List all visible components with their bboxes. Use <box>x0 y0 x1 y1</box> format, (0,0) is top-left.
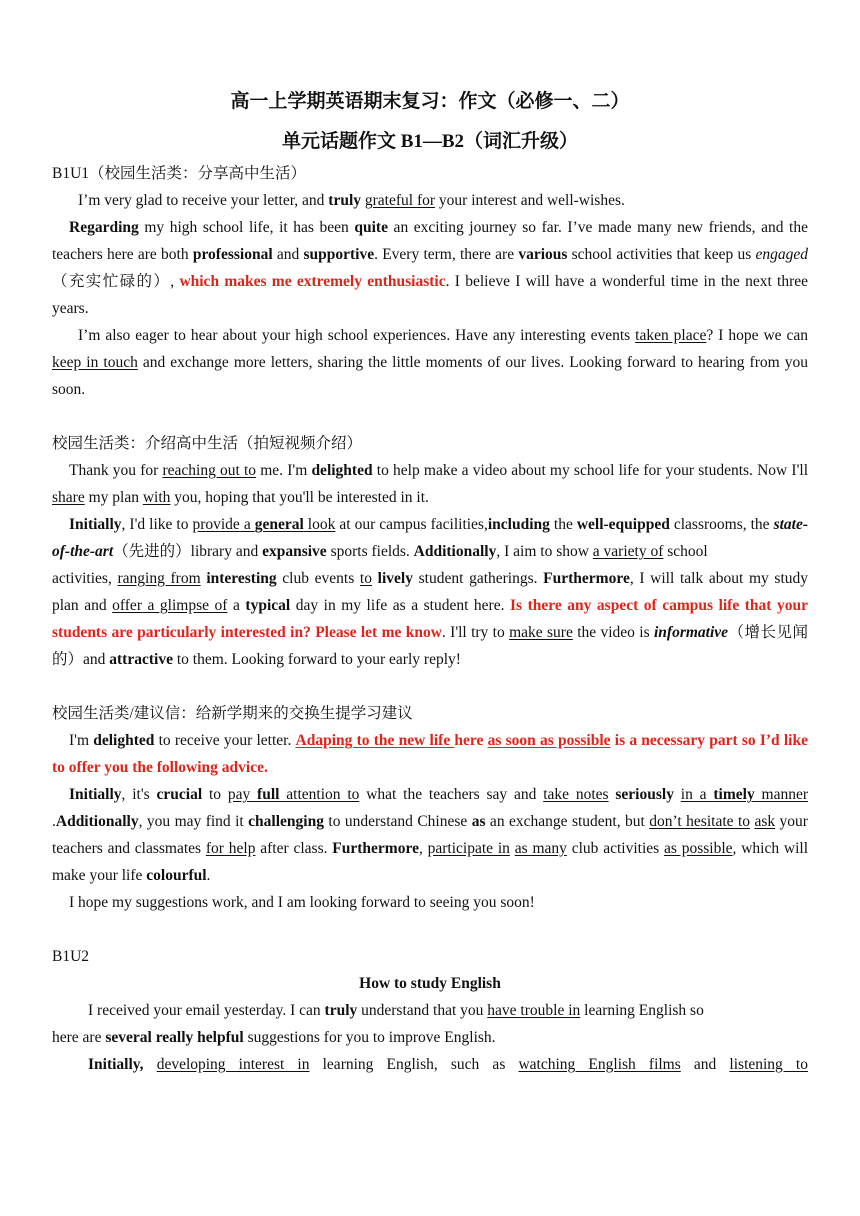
section-heading: B1U1（校园生活类：分享高中生活） <box>52 165 307 182</box>
paragraph: Initially, I'd like to provide a general look at our campus facilities,including the well-equipped classrooms, the state-of-the-art（先进的）library and expansive sports fields. Additionally, I aim to show a variety of school <box>52 516 808 560</box>
paragraph: I received your email yesterday. I can truly understand that you have trouble in learning English so <box>88 1002 704 1019</box>
paragraph: I hope my suggestions work, and I am looking forward to seeing you soon! <box>69 894 535 911</box>
section-heading: 校园生活类：介绍高中生活（拍短视频介绍） <box>52 435 363 452</box>
essay-title: How to study English <box>359 975 501 992</box>
paragraph: here are several really helpful suggestions for you to improve English. <box>52 1029 496 1046</box>
highlight-text: which makes me extremely enthusiastic <box>179 273 446 290</box>
paragraph: Thank you for reaching out to me. I'm delighted to help make a video about my school life for your students. Now I'll share my plan with you, hoping that you'll be interested in it. <box>52 462 808 506</box>
paragraph: Initially, developing interest in learning English, such as watching English films and listening to <box>88 1056 808 1073</box>
section-heading: B1U2 <box>52 948 90 965</box>
paragraph: Initially, it's crucial to pay full attention to what the teachers say and take notes seriously in a timely manner .Additionally, you may find it challenging to understand Chinese as an exchange student, but don’t hesitate to ask your teachers and classmates for help after class. Furthermore, participate in as many club activities as possible, which will make your life colourful. <box>52 786 809 884</box>
document-page <box>52 88 808 1078</box>
paragraph: I’m also eager to hear about your high school experiences. Have any interesting events taken place? I hope we can keep in touch and exchange more letters, sharing the little moments of our lives. Looking forward to hearing from you soon. <box>52 327 808 398</box>
page-subtitle: 单元话题作文 B1—B2（词汇升级） <box>281 131 579 152</box>
paragraph: I’m very glad to receive your letter, and truly grateful for your interest and well-wishes. <box>78 192 625 209</box>
page-title: 高一上学期英语期末复习：作文（必修一、二） <box>230 91 630 112</box>
section-heading: 校园生活类/建议信：给新学期来的交换生提学习建议 <box>52 705 413 722</box>
highlight-text: Is there any aspect of campus life that your students are particularly interested in? Please let me know <box>52 597 808 641</box>
paragraph: Regarding my high school life, it has been quite an exciting journey so far. I’ve made many new friends, and the teachers here are both professional and supportive. Every term, there are various school activities that keep us engaged（充实忙碌的）, which makes me extremely enthusiastic. I believe I will have a wonderful time in the next three years. <box>52 219 808 317</box>
paragraph: I'm delighted to receive your letter. Adaping to the new life here as soon as possible is a necessary part so I’d like to offer you the following advice. <box>52 732 808 776</box>
paragraph: activities, ranging from interesting club events to lively student gatherings. Furthermore, I will talk about my study plan and offer a glimpse of a typical day in my life as a student here. Is there any aspect of campus life that your students are particularly interested in? Please let me know. I'll try to make sure the video is informative（增长见闻的）and attractive to them. Looking forward to your early reply! <box>52 570 809 668</box>
